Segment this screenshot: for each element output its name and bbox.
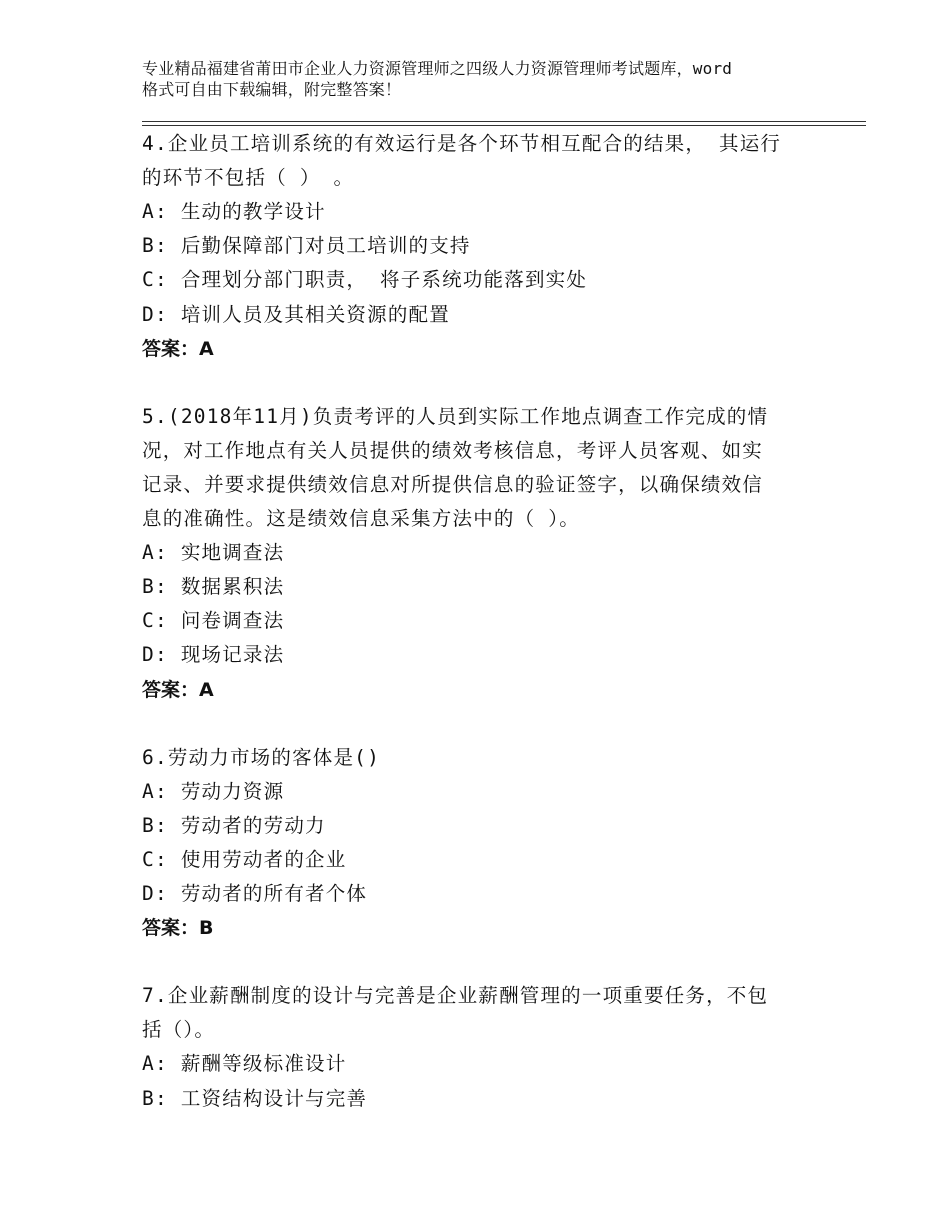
question-text: 7.企业薪酬制度的设计与完善是企业薪酬管理的一项重要任务，不包 — [142, 984, 769, 1008]
question-7 — [142, 979, 822, 1115]
answer-label: 答案：B — [142, 917, 214, 940]
question-text: 记录、并要求提供绩效信息对所提供信息的验证签字，以确保绩效信 — [142, 472, 764, 496]
option-a: A: 实地调查法 — [142, 540, 285, 564]
question-text: 5.(2018年11月)负责考评的人员到实际工作地点调查工作完成的情 — [142, 404, 769, 428]
option-b: B: 劳动者的劳动力 — [142, 813, 326, 837]
option-d: D: 劳动者的所有者个体 — [142, 882, 368, 906]
option-d: D: 现场记录法 — [142, 643, 285, 667]
question-text: 6.劳动力市场的客体是() — [142, 745, 381, 769]
question-text: 4.企业员工培训系统的有效运行是各个环节相互配合的结果， 其运行 — [142, 132, 782, 155]
option-c: C: 使用劳动者的企业 — [142, 848, 347, 872]
question-text: 括（）。 — [142, 1018, 216, 1042]
answer-label: 答案：A — [142, 678, 214, 701]
option-b: B: 后勤保障部门对员工培训的支持 — [142, 234, 471, 258]
question-text: 息的准确性。这是绩效信息采集方法中的（ ）。 — [142, 506, 580, 530]
document-header — [142, 58, 842, 100]
question-text: 的环节不包括（ ） 。 — [142, 166, 355, 189]
question-4 — [142, 127, 822, 366]
header-line-2: 格式可自由下载编辑，附完整答案！ — [142, 80, 402, 99]
option-b: B: 数据累积法 — [142, 575, 285, 599]
option-c: C: 合理划分部门职责， 将子系统功能落到实处 — [142, 268, 588, 292]
question-list — [142, 127, 822, 1116]
answer-label: 答案：A — [142, 337, 214, 360]
spacer — [142, 945, 822, 979]
header-divider — [142, 121, 866, 126]
option-a: A: 劳动力资源 — [142, 779, 285, 803]
option-d: D: 培训人员及其相关资源的配置 — [142, 302, 450, 326]
question-5 — [142, 400, 822, 707]
spacer — [142, 366, 822, 400]
option-c: C: 问卷调查法 — [142, 609, 285, 633]
option-a: A: 薪酬等级标准设计 — [142, 1052, 347, 1076]
option-a: A: 生动的教学设计 — [142, 200, 326, 223]
header-line-1: 专业精品福建省莆田市企业人力资源管理师之四级人力资源管理师考试题库，word — [142, 59, 733, 78]
option-b: B: 工资结构设计与完善 — [142, 1086, 368, 1110]
spacer — [142, 707, 822, 741]
question-6 — [142, 741, 822, 946]
question-text: 况，对工作地点有关人员提供的绩效考核信息，考评人员客观、如实 — [142, 438, 764, 462]
